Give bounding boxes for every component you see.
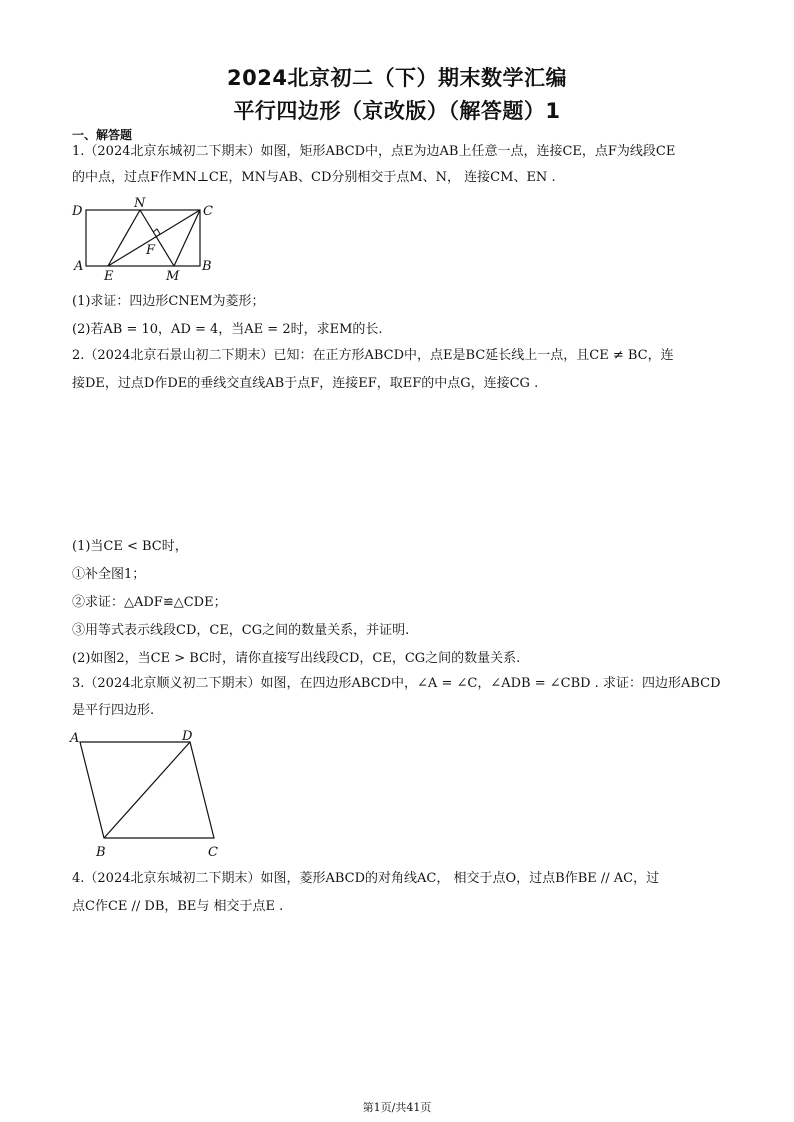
problem-2-question-1c: ③用等式表示线段CD，CE，CG之间的数量关系，并证明. [72, 623, 410, 638]
label-f: F [146, 243, 156, 258]
label-d: D [72, 204, 83, 219]
problem-1-question-2: (2)若AB = 10，AD = 4，当AE = 2时，求EM的长. [72, 322, 383, 337]
label-d: D [182, 729, 193, 744]
segment-en [108, 210, 140, 266]
problem-4-line-2: 点C作CE // DB，BE与 相交于点E . [72, 899, 284, 914]
figure-1-rectangle [70, 196, 230, 286]
problem-4-line-1: 4.（2024北京东城初二下期末）如图，菱形ABCD的对角线AC， 相交于点O，过点B作BE // AC，过 [72, 871, 660, 886]
label-a: A [70, 731, 80, 746]
problem-1-line-1: 1.（2024北京东城初二下期末）如图，矩形ABCD中，点E为边AB上任意一点，连接CE，点F为线段CE [72, 144, 676, 159]
problem-2-question-2: (2)如图2，当CE > BC时，请你直接写出线段CD，CE，CG之间的数量关系. [72, 651, 521, 666]
problem-3-line-1: 3.（2024北京顺义初二下期末）如图，在四边形ABCD中，∠A = ∠C，∠ADB = ∠CBD . 求证：四边形ABCD [72, 676, 721, 691]
diagonal-bd [104, 742, 190, 838]
label-c: C [208, 845, 218, 860]
problem-2-question-1b: ②求证：△ADF≌△CDE； [72, 595, 227, 610]
title-line-2: 平行四边形（京改版）（解答题）1 [233, 99, 561, 123]
problem-3-line-2: 是平行四边形. [72, 703, 155, 718]
problem-2-line-1: 2.（2024北京石景山初二下期末）已知：在正方形ABCD中，点E是BC延长线上一点，且CE ≠ BC，连 [72, 348, 674, 363]
label-m: M [166, 269, 180, 284]
figure-3-quadrilateral [68, 726, 232, 862]
problem-2-question-1a: ①补全图1； [72, 567, 146, 582]
label-c: C [203, 204, 213, 219]
page-number: 第1页/共41页 [362, 1101, 432, 1114]
label-e: E [104, 269, 114, 284]
rectangle-abcd [86, 210, 200, 266]
label-n: N [134, 196, 146, 211]
label-a: A [74, 259, 84, 274]
title-line-1: 2024北京初二（下）期末数学汇编 [227, 66, 567, 90]
problem-2-question-1: (1)当CE < BC时， [72, 539, 188, 554]
label-b: B [202, 259, 212, 274]
section-heading: 一、解答题 [72, 128, 133, 142]
label-b: B [96, 845, 106, 860]
problem-1-question-1: (1)求证：四边形CNEM为菱形； [72, 294, 265, 309]
problem-1-line-2: 的中点，过点F作MN⊥CE，MN与AB、CD分别相交于点M、N， 连接CM、EN . [72, 170, 556, 185]
problem-2-line-2: 接DE，过点D作DE的垂线交直线AB于点F，连接EF，取EF的中点G，连接CG . [72, 376, 539, 391]
